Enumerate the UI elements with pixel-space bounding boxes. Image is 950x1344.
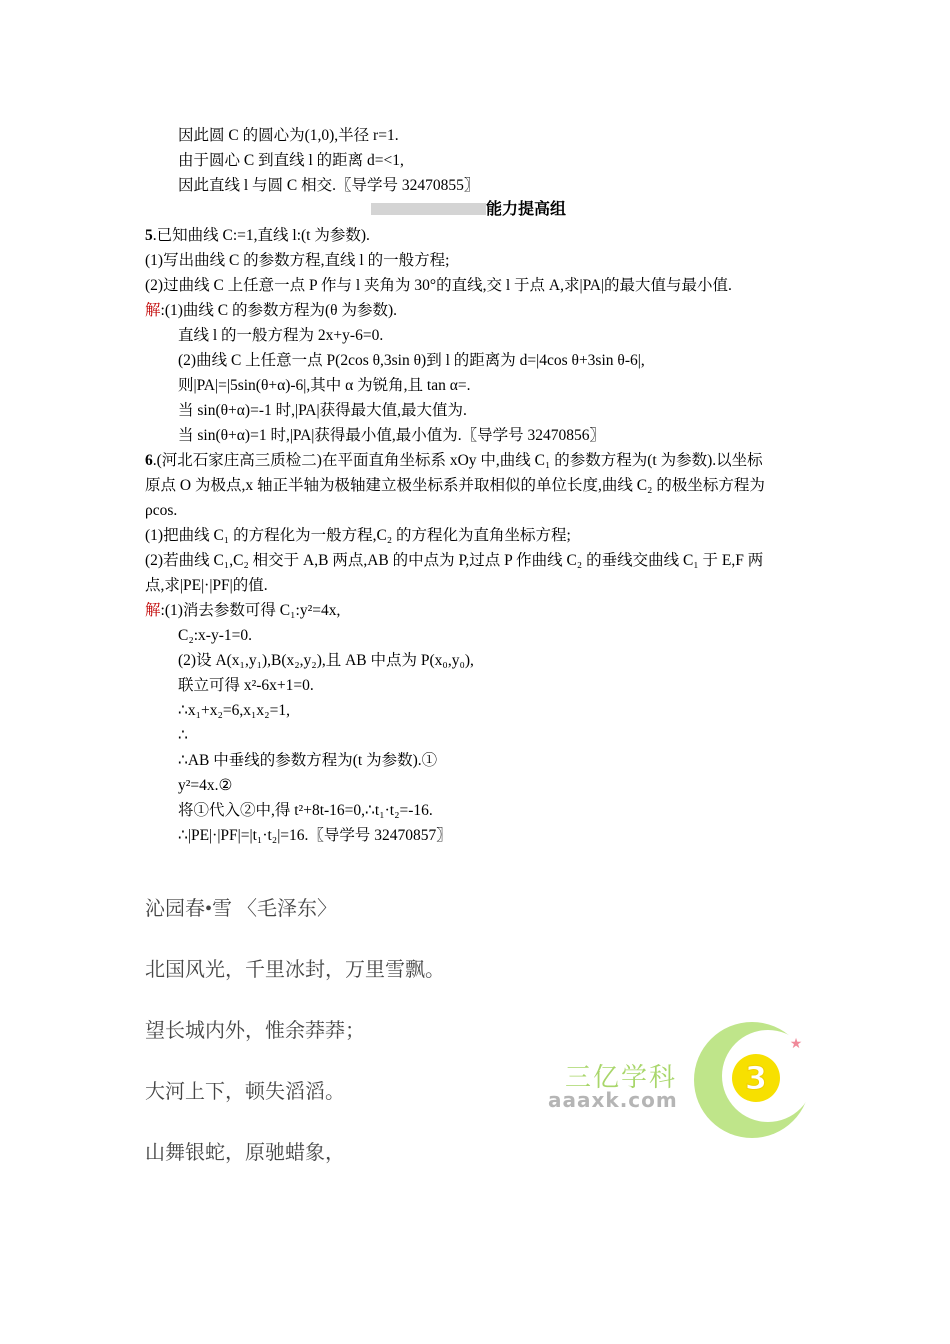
section-title: 能力提高组 (486, 199, 567, 218)
watermark-url: aaaxk.com (548, 1088, 678, 1112)
solution-line: ∴|PE|·|PF|=|t₁·t₂|=16.〖导学号 32470857〗 (178, 827, 452, 844)
poem-line: 大河上下，顿失滔滔。 (145, 1081, 345, 1103)
solution-line: 直线 l 的一般方程为 2x+y-6=0. (178, 327, 384, 344)
solution-line: (2)曲线 C 上任意一点 P(2cos θ,3sin θ)到 l 的距离为 d=|4cos θ+3sin θ-6|, (178, 352, 645, 369)
solution-line (145, 301, 397, 321)
text-line: 由于圆心 C 到直线 l 的距离 d=<1, (178, 152, 404, 169)
solution-line: 将①代入②中,得 t²+8t-16=0,∴t₁·t₂=-16. (178, 802, 433, 819)
poem-line: 望长城内外，惟余莽莽； (145, 1020, 365, 1042)
question-text: .已知曲线 C:=1,直线 l:(t 为参数). (152, 227, 370, 244)
question-6 (145, 451, 763, 471)
question-text: 原点 O 为极点,x 轴正半轴为极轴建立极坐标系并取相似的单位长度,曲线 C₂ 的极坐标方程为 (145, 477, 765, 494)
star-icon: ★ (789, 1036, 803, 1052)
solution-text: :(1)曲线 C 的参数方程为(θ 为参数). (160, 302, 397, 319)
question-part: (1)写出曲线 C 的参数方程,直线 l 的一般方程; (145, 252, 450, 269)
solution-line: 联立可得 x²-6x+1=0. (178, 677, 314, 694)
solution-line: y²=4x.② (178, 777, 233, 794)
solution-line (145, 601, 340, 621)
question-part: (2)过曲线 C 上任意一点 P 作与 l 夹角为 30°的直线,交 l 于点 A,求|PA|的最大值与最小值. (145, 277, 732, 294)
solution-line: (2)设 A(x₁,y₁),B(x₂,y₂),且 AB 中点为 P(x₀,y₀), (178, 652, 474, 669)
solution-line: 则|PA|=|5sin(θ+α)-6|,其中 α 为锐角,且 tan α=. (178, 377, 471, 394)
poem-line: 北国风光，千里冰封，万里雪飘。 (145, 959, 445, 981)
watermark-brand: 三亿学科 (565, 1063, 678, 1093)
solution-line: ∴ (178, 727, 188, 744)
question-number: 5 (145, 227, 153, 244)
section-bar (371, 203, 486, 215)
question-part: 点,求|PE|·|PF|的值. (145, 577, 268, 594)
poem-title: 沁园春•雪 〈毛泽东〉 (145, 898, 338, 920)
text-line: 因此直线 l 与圆 C 相交.〖导学号 32470855〗 (178, 177, 480, 194)
poem-line: 山舞银蛇，原驰蜡象， (145, 1142, 345, 1164)
question-5 (145, 226, 370, 246)
question-part: (2)若曲线 C₁,C₂ 相交于 A,B 两点,AB 的中点为 P,过点 P 作曲线 C₂ 的垂线交曲线 C₁ 于 E,F 两 (145, 552, 764, 569)
text-line: 因此圆 C 的圆心为(1,0),半径 r=1. (178, 127, 399, 144)
question-part: (1)把曲线 C₁ 的方程化为一般方程,C₂ 的方程化为直角坐标方程; (145, 527, 571, 544)
question-number: 6 (145, 452, 153, 469)
question-text: .(河北石家庄高三质检二)在平面直角坐标系 xOy 中,曲线 C₁ 的参数方程为(t 为参数).以坐标 (152, 452, 763, 469)
solution-line: 当 sin(θ+α)=1 时,|PA|获得最小值,最小值为.〖导学号 32470856〗 (178, 427, 606, 444)
logo-digit: 3 (744, 1059, 768, 1097)
solution-label: 解 (145, 302, 161, 319)
question-text: ρcos. (145, 502, 178, 519)
solution-label: 解 (145, 602, 161, 619)
solution-line: ∴x₁+x₂=6,x₁x₂=1, (178, 702, 290, 719)
solution-line: 当 sin(θ+α)=-1 时,|PA|获得最大值,最大值为. (178, 402, 467, 419)
solution-line: C₂:x-y-1=0. (178, 627, 252, 644)
crescent-moon-icon (692, 1018, 812, 1142)
solution-line: ∴AB 中垂线的参数方程为(t 为参数).① (178, 752, 438, 769)
solution-text: :(1)消去参数可得 C₁:y²=4x, (160, 602, 341, 619)
